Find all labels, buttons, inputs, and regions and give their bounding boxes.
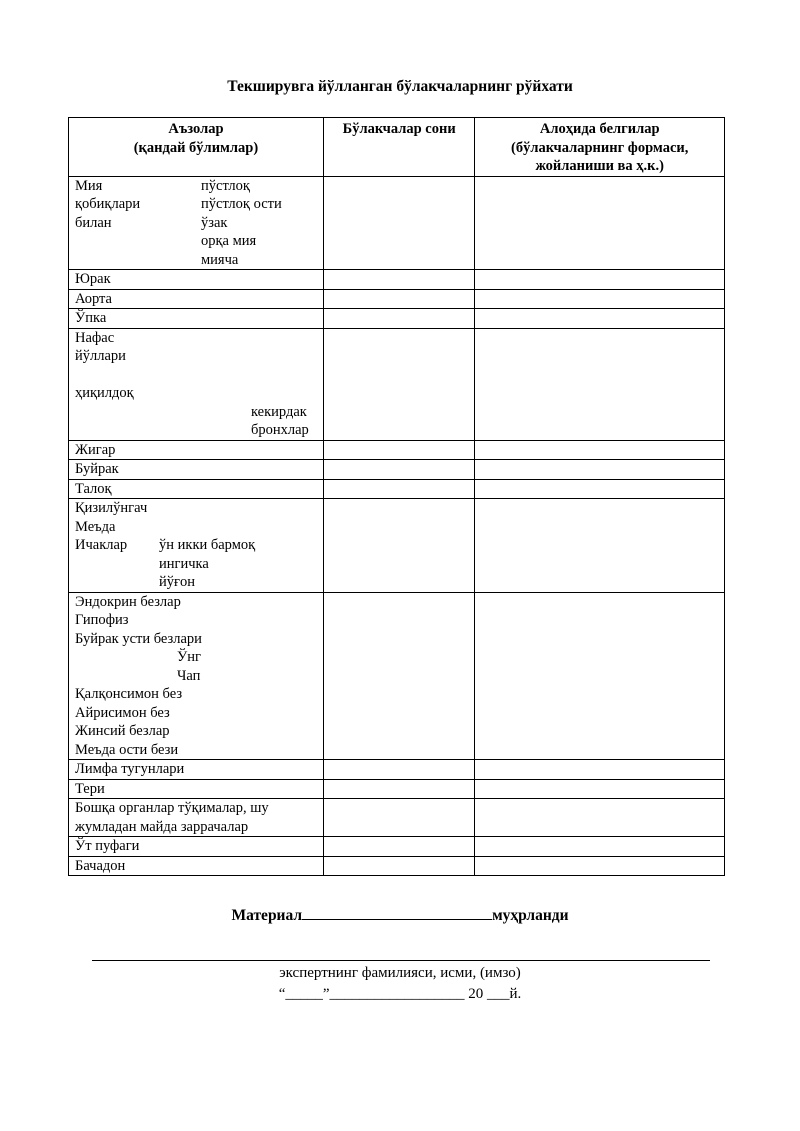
count-cell[interactable] xyxy=(323,270,475,290)
count-cell[interactable] xyxy=(323,460,475,480)
features-cell[interactable] xyxy=(475,176,725,270)
features-cell[interactable] xyxy=(475,440,725,460)
table-row xyxy=(69,440,725,460)
header-organs: Аъзолар (қандай бўлимлар) xyxy=(69,118,324,177)
organ-cell-endocrine: Эндокрин безлар Гипофиз Буйрак усти безлари Ўнг Чап Қалқонсимон без Айрисимон без Жинсий безлар Меъда ости бези xyxy=(69,592,324,760)
table-row xyxy=(69,837,725,857)
organ-cell: Лимфа тугунлари xyxy=(69,760,324,780)
count-cell[interactable] xyxy=(323,479,475,499)
table-row xyxy=(69,856,725,876)
table-row xyxy=(69,270,725,290)
organ-cell: Ўт пуфаги xyxy=(69,837,324,857)
date-line: “_____”__________________ 20 ___й. xyxy=(278,986,522,1002)
table-row xyxy=(69,499,725,593)
table-row xyxy=(69,289,725,309)
count-cell[interactable] xyxy=(323,837,475,857)
organ-cell: Юрак xyxy=(69,270,324,290)
organ-cell: Талоқ xyxy=(69,479,324,499)
organ-cell-digestive: Қизилўнгач Меъда Ичаклар ўн икки бармоқ ингичка йўғон xyxy=(69,499,324,593)
organ-cell: Аорта xyxy=(69,289,324,309)
count-cell[interactable] xyxy=(323,309,475,329)
count-cell[interactable] xyxy=(323,592,475,760)
organ-cell: Жигар xyxy=(69,440,324,460)
header-count: Бўлакчалар сони xyxy=(323,118,475,177)
expert-caption: экспертнинг фамилияси, исми, (имзо) xyxy=(279,965,521,981)
table-row xyxy=(69,479,725,499)
table-row xyxy=(69,592,725,760)
table-row xyxy=(69,328,725,440)
features-cell[interactable] xyxy=(475,460,725,480)
features-cell[interactable] xyxy=(475,856,725,876)
features-cell[interactable] xyxy=(475,779,725,799)
features-cell[interactable] xyxy=(475,309,725,329)
count-cell[interactable] xyxy=(323,799,475,837)
header-features: Алоҳида белгилар (бўлакчаларнинг формаси, жойланиши ва ҳ.к.) xyxy=(475,118,725,177)
table-header-row xyxy=(69,118,725,177)
table-row xyxy=(69,799,725,837)
table-row xyxy=(69,309,725,329)
organ-cell-brain: Мия қобиқлари билан пўстлоқ пўстлоқ ости ўзак орқа мия мияча xyxy=(69,176,324,270)
count-cell[interactable] xyxy=(323,328,475,440)
features-cell[interactable] xyxy=(475,270,725,290)
features-cell[interactable] xyxy=(475,760,725,780)
organ-cell: Тери xyxy=(69,779,324,799)
table-row xyxy=(69,760,725,780)
material-sealed-line: Материал муҳрланди xyxy=(231,907,569,924)
count-cell[interactable] xyxy=(323,760,475,780)
signature-line[interactable] xyxy=(92,960,710,961)
table-row xyxy=(69,176,725,270)
count-cell[interactable] xyxy=(323,499,475,593)
features-cell[interactable] xyxy=(475,328,725,440)
features-cell[interactable] xyxy=(475,289,725,309)
table-row xyxy=(69,779,725,799)
organ-cell-other: Бошқа органлар тўқималар, шу жумладан майда заррачалар xyxy=(69,799,324,837)
count-cell[interactable] xyxy=(323,289,475,309)
features-cell[interactable] xyxy=(475,479,725,499)
organ-cell-respiratory: Нафас йўллари ҳиқилдоқ кекирдак бронхлар xyxy=(69,328,324,440)
organ-cell: Буйрак xyxy=(69,460,324,480)
organ-cell: Бачадон xyxy=(69,856,324,876)
features-cell[interactable] xyxy=(475,837,725,857)
count-cell[interactable] xyxy=(323,856,475,876)
features-cell[interactable] xyxy=(475,799,725,837)
table-row xyxy=(69,460,725,480)
features-cell[interactable] xyxy=(475,499,725,593)
organ-cell: Ўпка xyxy=(69,309,324,329)
page-title: Текширувга йўлланган бўлакчаларнинг рўйхати xyxy=(227,78,573,95)
material-blank[interactable] xyxy=(302,905,492,920)
features-cell[interactable] xyxy=(475,592,725,760)
count-cell[interactable] xyxy=(323,440,475,460)
specimen-table xyxy=(68,117,725,876)
count-cell[interactable] xyxy=(323,779,475,799)
count-cell[interactable] xyxy=(323,176,475,270)
